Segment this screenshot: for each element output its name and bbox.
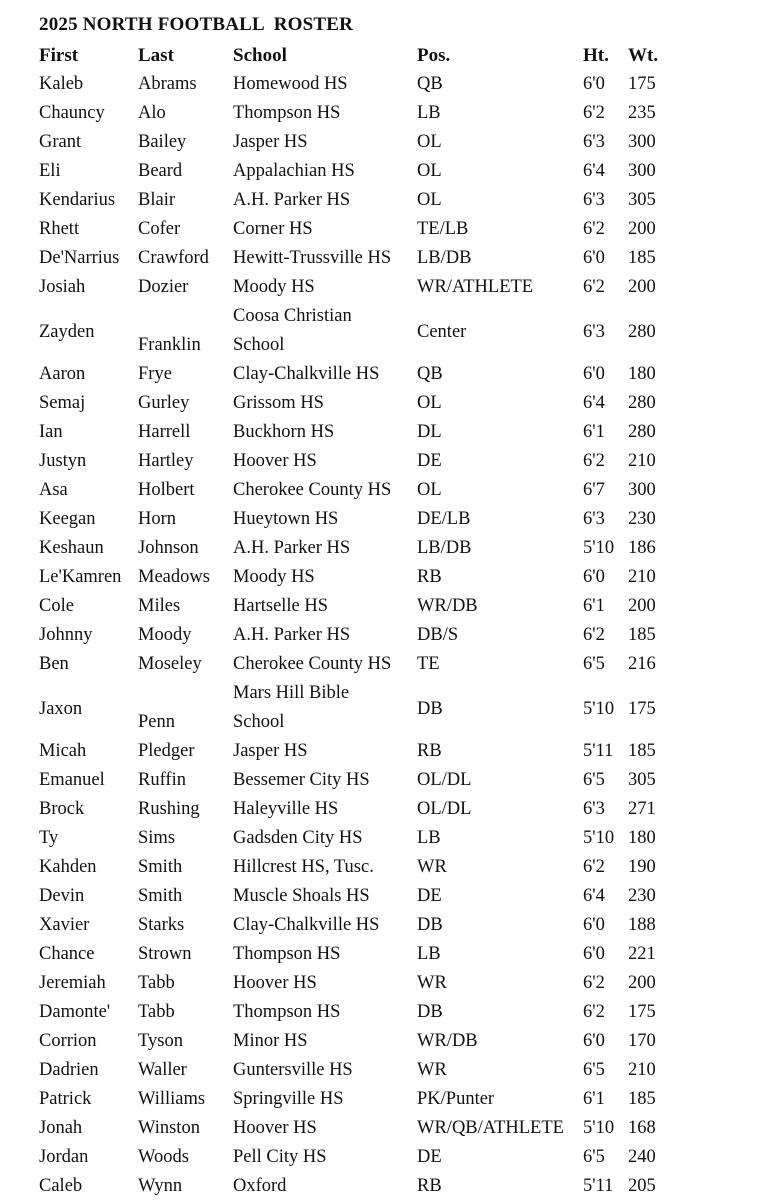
weight-cell: 175 xyxy=(628,74,656,94)
school-cell: Hoover HS xyxy=(233,1118,317,1138)
first-name-cell: Brock xyxy=(39,799,85,819)
school-cell: Buckhorn HS xyxy=(233,422,335,442)
position-cell: DE xyxy=(417,451,442,471)
last-name-cell: Cofer xyxy=(138,219,181,239)
position-cell: LB xyxy=(417,944,441,964)
height-cell: 6'1 xyxy=(583,422,605,442)
position-cell: LB xyxy=(417,103,441,123)
school-cell: Pell City HS xyxy=(233,1147,327,1167)
height-cell: 6'2 xyxy=(583,277,605,297)
weight-cell: 180 xyxy=(628,364,656,384)
height-cell: 6'3 xyxy=(583,190,605,210)
school-cell: Gadsden City HS xyxy=(233,828,363,848)
first-name-cell: Josiah xyxy=(39,277,86,297)
table-row xyxy=(0,535,768,564)
school-cell: Cherokee County HS xyxy=(233,480,392,500)
weight-cell: 230 xyxy=(628,509,656,529)
school-cell: Clay-Chalkville HS xyxy=(233,915,380,935)
height-cell: 6'2 xyxy=(583,973,605,993)
position-cell: LB xyxy=(417,828,441,848)
position-cell: OL/DL xyxy=(417,770,472,790)
table-row xyxy=(0,100,768,129)
last-name-cell: Woods xyxy=(138,1147,189,1167)
table-row xyxy=(0,274,768,303)
table-row xyxy=(0,883,768,912)
last-name-cell: Sims xyxy=(138,828,176,848)
school-cell: Jasper HS xyxy=(233,741,308,761)
position-cell: DB/S xyxy=(417,625,459,645)
first-name-cell: Jonah xyxy=(39,1118,83,1138)
height-cell: 6'3 xyxy=(583,799,605,819)
height-cell: 6'4 xyxy=(583,393,605,413)
first-name-cell: Le'Kamren xyxy=(39,567,122,587)
last-name-cell: Wynn xyxy=(138,1176,183,1196)
table-row xyxy=(0,999,768,1028)
weight-cell: 185 xyxy=(628,248,656,268)
table-row xyxy=(0,71,768,100)
table-row xyxy=(0,245,768,274)
table-row xyxy=(0,738,768,767)
position-cell: OL xyxy=(417,480,442,500)
school-cell: Haleyville HS xyxy=(233,799,339,819)
height-cell: 6'3 xyxy=(583,509,605,529)
school-cell: Oxford xyxy=(233,1176,287,1196)
position-cell: QB xyxy=(417,74,443,94)
height-cell: 6'0 xyxy=(583,364,605,384)
position-cell: OL/DL xyxy=(417,799,472,819)
first-name-cell: Ian xyxy=(39,422,63,442)
height-cell: 5'11 xyxy=(583,1176,614,1196)
weight-cell: 205 xyxy=(628,1176,656,1196)
table-row xyxy=(0,1028,768,1057)
last-name-cell: Waller xyxy=(138,1060,187,1080)
first-name-cell: Chance xyxy=(39,944,95,964)
position-cell: OL xyxy=(417,393,442,413)
height-cell: 6'2 xyxy=(583,451,605,471)
height-cell: 6'5 xyxy=(583,654,605,674)
first-name-cell: Devin xyxy=(39,886,85,906)
last-name-cell: Holbert xyxy=(138,480,195,500)
height-cell: 6'0 xyxy=(583,915,605,935)
weight-cell: 175 xyxy=(628,1002,656,1022)
table-row xyxy=(0,303,768,361)
school-cell: A.H. Parker HS xyxy=(233,190,351,210)
height-cell: 6'0 xyxy=(583,567,605,587)
position-cell: WR/DB xyxy=(417,596,478,616)
height-cell: 6'2 xyxy=(583,625,605,645)
school-cell: Cherokee County HS xyxy=(233,654,392,674)
first-name-cell: Ben xyxy=(39,654,69,674)
table-row xyxy=(0,187,768,216)
height-cell: 6'1 xyxy=(583,596,605,616)
position-cell: Center xyxy=(417,322,467,342)
height-cell: 6'0 xyxy=(583,248,605,268)
first-name-cell: Caleb xyxy=(39,1176,83,1196)
table-row xyxy=(0,1115,768,1144)
first-name-cell: Jeremiah xyxy=(39,973,106,993)
height-cell: 6'0 xyxy=(583,944,605,964)
weight-cell: 185 xyxy=(628,625,656,645)
height-cell: 6'3 xyxy=(583,322,605,342)
position-cell: DE xyxy=(417,886,442,906)
height-cell: 6'5 xyxy=(583,1147,605,1167)
header-school: School xyxy=(233,45,287,66)
weight-cell: 240 xyxy=(628,1147,656,1167)
weight-cell: 280 xyxy=(628,322,656,342)
height-cell: 5'11 xyxy=(583,741,614,761)
table-row xyxy=(0,1086,768,1115)
table-row xyxy=(0,796,768,825)
weight-cell: 280 xyxy=(628,422,656,442)
last-name-cell: Moody xyxy=(138,625,192,645)
last-name-cell: Starks xyxy=(138,915,185,935)
first-name-cell: Xavier xyxy=(39,915,90,935)
table-row xyxy=(0,390,768,419)
school-cell-line2: School xyxy=(233,712,285,732)
position-cell: DB xyxy=(417,699,443,719)
position-cell: OL xyxy=(417,132,442,152)
table-row xyxy=(0,622,768,651)
first-name-cell: Chauncy xyxy=(39,103,105,123)
table-row xyxy=(0,854,768,883)
table-row xyxy=(0,216,768,245)
table-row xyxy=(0,477,768,506)
school-cell: Thompson HS xyxy=(233,1002,341,1022)
position-cell: DB xyxy=(417,1002,443,1022)
table-row xyxy=(0,1144,768,1173)
position-cell: WR xyxy=(417,857,447,877)
weight-cell: 200 xyxy=(628,219,656,239)
position-cell: TE xyxy=(417,654,440,674)
table-row xyxy=(0,158,768,187)
last-name-cell: Rushing xyxy=(138,799,200,819)
weight-cell: 210 xyxy=(628,1060,656,1080)
first-name-cell: Asa xyxy=(39,480,68,500)
first-name-cell: Cole xyxy=(39,596,74,616)
height-cell: 6'2 xyxy=(583,857,605,877)
table-row xyxy=(0,1173,768,1202)
first-name-cell: Eli xyxy=(39,161,61,181)
height-cell: 5'10 xyxy=(583,828,615,848)
school-cell: Appalachian HS xyxy=(233,161,355,181)
position-cell: RB xyxy=(417,741,442,761)
position-cell: DB xyxy=(417,915,443,935)
weight-cell: 230 xyxy=(628,886,656,906)
weight-cell: 221 xyxy=(628,944,656,964)
first-name-cell: Kaleb xyxy=(39,74,84,94)
last-name-cell: Miles xyxy=(138,596,181,616)
position-cell: RB xyxy=(417,1176,442,1196)
roster-title: 2025 NORTH FOOTBALL ROSTER xyxy=(39,14,354,35)
table-row xyxy=(0,448,768,477)
height-cell: 6'0 xyxy=(583,74,605,94)
table-row xyxy=(0,506,768,535)
last-name-cell: Tyson xyxy=(138,1031,183,1051)
last-name-cell: Winston xyxy=(138,1118,200,1138)
school-cell: Guntersville HS xyxy=(233,1060,353,1080)
weight-cell: 185 xyxy=(628,741,656,761)
position-cell: LB/DB xyxy=(417,538,472,558)
school-cell: Hewitt-Trussville HS xyxy=(233,248,392,268)
weight-cell: 305 xyxy=(628,190,656,210)
position-cell: WR/ATHLETE xyxy=(417,277,534,297)
table-row xyxy=(0,680,768,738)
school-cell: Minor HS xyxy=(233,1031,308,1051)
last-name-cell: Crawford xyxy=(138,248,209,268)
position-cell: DE xyxy=(417,1147,442,1167)
table-row xyxy=(0,564,768,593)
school-cell: Coosa Christian xyxy=(233,306,352,326)
weight-cell: 190 xyxy=(628,857,656,877)
header-first: First xyxy=(39,45,79,66)
weight-cell: 300 xyxy=(628,480,656,500)
last-name-cell: Alo xyxy=(138,103,166,123)
last-name-cell: Meadows xyxy=(138,567,210,587)
weight-cell: 180 xyxy=(628,828,656,848)
height-cell: 5'10 xyxy=(583,538,615,558)
header-position: Pos. xyxy=(417,45,451,66)
last-name-cell: Pledger xyxy=(138,741,195,761)
first-name-cell: Micah xyxy=(39,741,87,761)
position-cell: TE/LB xyxy=(417,219,469,239)
position-cell: DE/LB xyxy=(417,509,471,529)
last-name-cell: Blair xyxy=(138,190,175,210)
last-name-cell: Smith xyxy=(138,857,183,877)
school-cell: Hueytown HS xyxy=(233,509,339,529)
position-cell: LB/DB xyxy=(417,248,472,268)
school-cell: Springville HS xyxy=(233,1089,344,1109)
last-name-cell: Moseley xyxy=(138,654,202,674)
weight-cell: 168 xyxy=(628,1118,656,1138)
height-cell: 6'2 xyxy=(583,1002,605,1022)
height-cell: 6'2 xyxy=(583,219,605,239)
height-cell: 6'5 xyxy=(583,770,605,790)
last-name-cell: Bailey xyxy=(138,132,187,152)
height-cell: 6'3 xyxy=(583,132,605,152)
table-row xyxy=(0,361,768,390)
last-name-cell: Frye xyxy=(138,364,172,384)
school-cell: Hoover HS xyxy=(233,973,317,993)
position-cell: WR/DB xyxy=(417,1031,478,1051)
first-name-cell: Justyn xyxy=(39,451,87,471)
weight-cell: 200 xyxy=(628,277,656,297)
last-name-cell: Dozier xyxy=(138,277,189,297)
school-cell: Corner HS xyxy=(233,219,313,239)
school-cell-line2: School xyxy=(233,335,285,355)
header-weight: Wt. xyxy=(628,45,659,66)
table-row xyxy=(0,825,768,854)
school-cell: Hoover HS xyxy=(233,451,317,471)
first-name-cell: Rhett xyxy=(39,219,80,239)
table-row xyxy=(0,941,768,970)
first-name-cell: Jordan xyxy=(39,1147,89,1167)
first-name-cell: Keshaun xyxy=(39,538,104,558)
first-name-cell: Aaron xyxy=(39,364,86,384)
weight-cell: 186 xyxy=(628,538,656,558)
weight-cell: 185 xyxy=(628,1089,656,1109)
table-row xyxy=(0,651,768,680)
weight-cell: 235 xyxy=(628,103,656,123)
header-last: Last xyxy=(138,45,174,66)
last-name-cell: Franklin xyxy=(138,335,201,355)
first-name-cell: Johnny xyxy=(39,625,93,645)
height-cell: 6'1 xyxy=(583,1089,605,1109)
last-name-cell: Tabb xyxy=(138,1002,175,1022)
weight-cell: 300 xyxy=(628,161,656,181)
height-cell: 6'7 xyxy=(583,480,605,500)
last-name-cell: Smith xyxy=(138,886,183,906)
first-name-cell: Corrion xyxy=(39,1031,97,1051)
table-row xyxy=(0,1057,768,1086)
weight-cell: 271 xyxy=(628,799,656,819)
position-cell: OL xyxy=(417,161,442,181)
last-name-cell: Beard xyxy=(138,161,183,181)
last-name-cell: Johnson xyxy=(138,538,199,558)
school-cell: Moody HS xyxy=(233,277,315,297)
height-cell: 6'4 xyxy=(583,161,605,181)
weight-cell: 200 xyxy=(628,596,656,616)
position-cell: QB xyxy=(417,364,443,384)
first-name-cell: Jaxon xyxy=(39,699,83,719)
school-cell: Homewood HS xyxy=(233,74,348,94)
last-name-cell: Williams xyxy=(138,1089,206,1109)
school-cell: Muscle Shoals HS xyxy=(233,886,370,906)
height-cell: 6'5 xyxy=(583,1060,605,1080)
school-cell: Hillcrest HS, Tusc. xyxy=(233,857,374,877)
school-cell: A.H. Parker HS xyxy=(233,625,351,645)
weight-cell: 170 xyxy=(628,1031,656,1051)
last-name-cell: Hartley xyxy=(138,451,194,471)
weight-cell: 175 xyxy=(628,699,656,719)
position-cell: DL xyxy=(417,422,442,442)
first-name-cell: Zayden xyxy=(39,322,95,342)
weight-cell: 300 xyxy=(628,132,656,152)
position-cell: RB xyxy=(417,567,442,587)
first-name-cell: Emanuel xyxy=(39,770,105,790)
last-name-cell: Gurley xyxy=(138,393,190,413)
first-name-cell: Ty xyxy=(39,828,59,848)
first-name-cell: De'Narrius xyxy=(39,248,120,268)
school-cell: Grissom HS xyxy=(233,393,324,413)
first-name-cell: Dadrien xyxy=(39,1060,99,1080)
first-name-cell: Damonte' xyxy=(39,1002,111,1022)
last-name-cell: Horn xyxy=(138,509,177,529)
school-cell: Jasper HS xyxy=(233,132,308,152)
last-name-cell: Strown xyxy=(138,944,192,964)
weight-cell: 280 xyxy=(628,393,656,413)
weight-cell: 305 xyxy=(628,770,656,790)
position-cell: WR xyxy=(417,1060,447,1080)
position-cell: WR/QB/ATHLETE xyxy=(417,1118,564,1138)
weight-cell: 210 xyxy=(628,451,656,471)
last-name-cell: Ruffin xyxy=(138,770,186,790)
table-row xyxy=(0,419,768,448)
last-name-cell: Harrell xyxy=(138,422,191,442)
table-row xyxy=(0,129,768,158)
first-name-cell: Semaj xyxy=(39,393,86,413)
first-name-cell: Grant xyxy=(39,132,82,152)
height-cell: 5'10 xyxy=(583,699,615,719)
last-name-cell: Abrams xyxy=(138,74,197,94)
school-cell: Thompson HS xyxy=(233,944,341,964)
first-name-cell: Kahden xyxy=(39,857,97,877)
table-row xyxy=(0,970,768,999)
height-cell: 6'4 xyxy=(583,886,605,906)
school-cell: Clay-Chalkville HS xyxy=(233,364,380,384)
table-row xyxy=(0,912,768,941)
weight-cell: 200 xyxy=(628,973,656,993)
first-name-cell: Keegan xyxy=(39,509,96,529)
school-cell: Thompson HS xyxy=(233,103,341,123)
position-cell: OL xyxy=(417,190,442,210)
height-cell: 6'2 xyxy=(583,103,605,123)
first-name-cell: Patrick xyxy=(39,1089,92,1109)
weight-cell: 210 xyxy=(628,567,656,587)
header-height: Ht. xyxy=(583,45,609,66)
table-row xyxy=(0,767,768,796)
first-name-cell: Kendarius xyxy=(39,190,116,210)
height-cell: 5'10 xyxy=(583,1118,615,1138)
last-name-cell: Tabb xyxy=(138,973,175,993)
school-cell: Mars Hill Bible xyxy=(233,683,350,703)
position-cell: PK/Punter xyxy=(417,1089,495,1109)
school-cell: Bessemer City HS xyxy=(233,770,370,790)
last-name-cell: Penn xyxy=(138,712,175,732)
weight-cell: 216 xyxy=(628,654,656,674)
school-cell: Hartselle HS xyxy=(233,596,329,616)
school-cell: Moody HS xyxy=(233,567,315,587)
weight-cell: 188 xyxy=(628,915,656,935)
position-cell: WR xyxy=(417,973,447,993)
table-row xyxy=(0,593,768,622)
height-cell: 6'0 xyxy=(583,1031,605,1051)
school-cell: A.H. Parker HS xyxy=(233,538,351,558)
